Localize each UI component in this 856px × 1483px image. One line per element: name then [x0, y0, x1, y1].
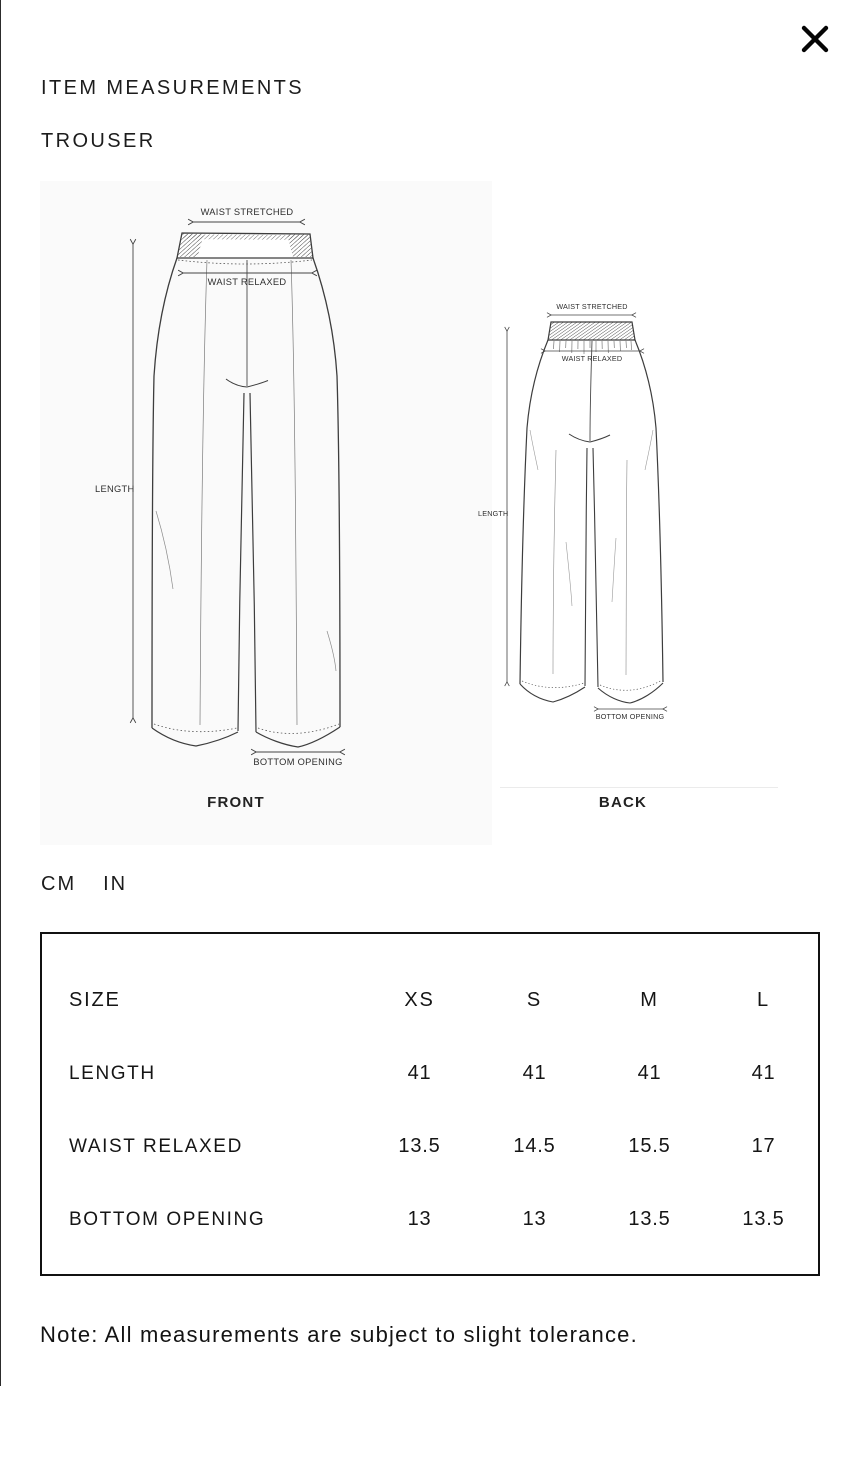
size-table-header-xs: XS — [404, 989, 435, 1011]
unit-cm-button[interactable]: CM — [41, 873, 77, 895]
modal-left-border — [0, 0, 1, 1386]
front-length-label: LENGTH — [95, 484, 135, 494]
front-trouser-sketch — [40, 181, 492, 845]
length-xs: 41 — [407, 1062, 432, 1084]
page-title: ITEM MEASUREMENTS — [41, 77, 305, 99]
bottom-opening-l: 13.5 — [742, 1208, 785, 1230]
length-m: 41 — [637, 1062, 662, 1084]
size-table-header-l: L — [757, 989, 770, 1011]
size-table-header-m: M — [640, 989, 659, 1011]
front-waist-relaxed-label: WAIST RELAXED — [207, 277, 287, 287]
back-caption: BACK — [598, 794, 648, 811]
close-button[interactable] — [798, 22, 832, 56]
waist-relaxed-m: 15.5 — [628, 1135, 671, 1157]
back-bottom-opening-label: BOTTOM OPENING — [595, 712, 665, 721]
back-waist-relaxed-label: WAIST RELAXED — [561, 354, 623, 363]
front-trouser-drawing — [40, 181, 492, 845]
back-length-label: LENGTH — [478, 509, 509, 518]
bottom-opening-m: 13.5 — [628, 1208, 671, 1230]
bottom-opening-xs: 13 — [407, 1208, 432, 1230]
row-label-waist-relaxed: WAIST RELAXED — [69, 1135, 243, 1157]
size-table-header-size: SIZE — [69, 989, 121, 1011]
item-name: TROUSER — [41, 130, 156, 152]
waist-relaxed-s: 14.5 — [513, 1135, 556, 1157]
length-l: 41 — [751, 1062, 776, 1084]
front-waist-stretched-label: WAIST STRETCHED — [200, 207, 294, 217]
unit-in-button[interactable]: IN — [103, 873, 128, 895]
unit-toggle — [41, 873, 127, 896]
back-trouser-sketch — [460, 280, 800, 810]
waist-relaxed-l: 17 — [751, 1135, 776, 1157]
length-s: 41 — [522, 1062, 547, 1084]
row-label-length: LENGTH — [69, 1062, 156, 1084]
size-table — [40, 932, 820, 1276]
front-caption: FRONT — [207, 794, 265, 811]
size-table-header-s: S — [526, 989, 543, 1011]
back-waist-stretched-label: WAIST STRETCHED — [556, 302, 628, 311]
front-bottom-opening-label: BOTTOM OPENING — [253, 757, 343, 767]
back-trouser-drawing — [460, 280, 800, 810]
waist-relaxed-xs: 13.5 — [398, 1135, 441, 1157]
close-icon — [798, 22, 832, 56]
bottom-opening-s: 13 — [522, 1208, 547, 1230]
row-label-bottom-opening: BOTTOM OPENING — [69, 1208, 266, 1230]
tolerance-note: Note: All measurements are subject to slight tolerance. — [40, 1322, 638, 1347]
